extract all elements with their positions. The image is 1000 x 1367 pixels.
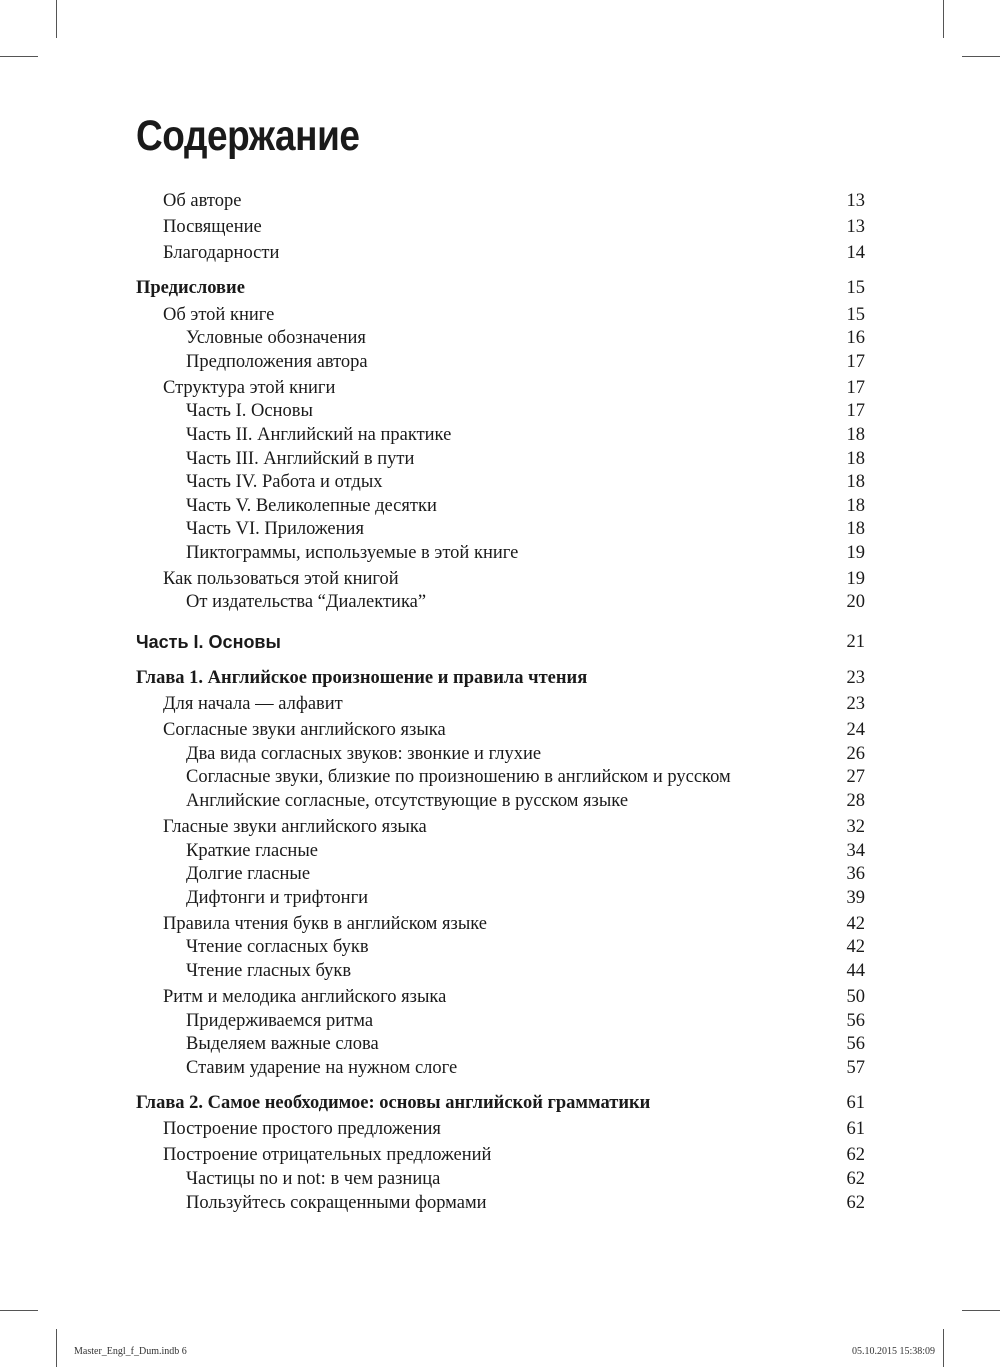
toc-entry-label: Пиктограммы, используемые в этой книге [186, 543, 519, 563]
toc-entry[interactable] [0, 1032, 865, 1056]
toc-entry-page: 56 [846, 1034, 865, 1054]
toc-entry[interactable] [0, 470, 865, 494]
toc-entry[interactable] [0, 541, 865, 565]
toc-part[interactable] [0, 630, 865, 654]
toc-entry-page: 18 [846, 519, 865, 539]
toc-entry-page: 19 [846, 569, 865, 589]
toc-entry-label: Краткие гласные [186, 841, 318, 861]
toc-entry-label: Английские согласные, отсутствующие в русском языке [186, 791, 629, 811]
toc-entry-label: Условные обозначения [186, 328, 366, 348]
toc-entry-page: 34 [846, 841, 865, 861]
toc-entry-label: Часть V. Великолепные десятки [186, 496, 437, 516]
page-title: Содержание [136, 112, 360, 160]
toc-entry[interactable] [0, 494, 865, 518]
toc-entry-label: Посвящение [163, 217, 262, 237]
toc-entry-label: Предположения автора [186, 352, 368, 372]
toc-entry-page: 24 [846, 720, 865, 740]
toc-entry-label: Благодарности [163, 243, 280, 263]
toc-entry[interactable] [0, 1056, 865, 1080]
toc-entry-page: 26 [846, 744, 865, 764]
toc-entry-label: Долгие гласные [186, 864, 311, 884]
toc-entry-page: 18 [846, 449, 865, 469]
toc-entry[interactable] [0, 517, 865, 541]
toc-entry[interactable] [0, 326, 865, 350]
toc-entry-page: 56 [846, 1011, 865, 1031]
toc-entry-page: 36 [846, 864, 865, 884]
toc-entry-label: Как пользоваться этой книгой [163, 569, 399, 589]
toc-entry-label: Часть III. Английский в пути [186, 449, 415, 469]
toc-entry[interactable] [0, 718, 865, 742]
toc-entry-label: Глава 2. Самое необходимое: основы английской грамматики [136, 1093, 651, 1113]
toc-entry[interactable] [0, 765, 865, 789]
toc-entry-page: 13 [846, 191, 865, 211]
crop-mark [943, 1329, 944, 1367]
toc-entry-page: 18 [846, 472, 865, 492]
toc-entry[interactable] [0, 241, 865, 265]
toc-entry-page: 19 [846, 543, 865, 563]
toc-entry-label: Согласные звуки, близкие по произношению в английском и русском [186, 767, 731, 787]
toc-entry[interactable] [0, 1143, 865, 1167]
toc-entry[interactable] [0, 886, 865, 910]
toc-entry-page: 16 [846, 328, 865, 348]
toc-entry-page: 27 [846, 767, 865, 787]
toc-chapter[interactable] [0, 1091, 865, 1115]
toc-entry-page: 62 [846, 1193, 865, 1213]
toc-entry-label: Выделяем важные слова [186, 1034, 379, 1054]
toc-entry-label: Пользуйтесь сокращенными формами [186, 1193, 487, 1213]
toc-entry[interactable] [0, 303, 865, 327]
toc-entry-label: Придерживаемся ритма [186, 1011, 374, 1031]
toc-entry-page: 17 [846, 401, 865, 421]
toc-entry-label: Частицы no и not: в чем разница [186, 1169, 441, 1189]
toc-entry-label: Структура этой книги [163, 378, 336, 398]
toc-entry-label: Ритм и мелодика английского языка [163, 987, 447, 1007]
toc-entry-label: Глава 1. Английское произношение и правила чтения [136, 668, 588, 688]
toc-entry[interactable] [0, 399, 865, 423]
toc-entry-page: 17 [846, 378, 865, 398]
toc-entry-page: 57 [846, 1058, 865, 1078]
toc-entry-page: 39 [846, 888, 865, 908]
toc-entry-label: Построение простого предложения [163, 1119, 441, 1139]
toc-entry-page: 21 [846, 632, 865, 652]
toc-entry-label: Правила чтения букв в английском языке [163, 914, 487, 934]
toc-entry[interactable] [0, 985, 865, 1009]
toc-entry-label: От издательства “Диалектика” [186, 592, 427, 612]
toc-entry[interactable] [0, 839, 865, 863]
toc-entry-page: 32 [846, 817, 865, 837]
toc-entry-label: Чтение гласных букв [186, 961, 352, 981]
toc-entry[interactable] [0, 789, 865, 813]
toc-entry-label: Предисловие [136, 278, 245, 298]
toc-entry-page: 28 [846, 791, 865, 811]
toc-entry[interactable] [0, 959, 865, 983]
toc-entry[interactable] [0, 1117, 865, 1141]
toc-entry-page: 20 [846, 592, 865, 612]
toc-entry-label: Два вида согласных звуков: звонкие и глухие [186, 744, 542, 764]
toc-entry-label: Для начала — алфавит [163, 694, 343, 714]
toc-entry-page: 13 [846, 217, 865, 237]
toc-entry[interactable] [0, 215, 865, 239]
toc-entry-page: 15 [846, 305, 865, 325]
toc-entry-label: Чтение согласных букв [186, 937, 369, 957]
toc-entry-page: 42 [846, 914, 865, 934]
toc-entry-page: 18 [846, 496, 865, 516]
toc-entry-page: 62 [846, 1169, 865, 1189]
toc-entry-page: 15 [846, 278, 865, 298]
toc-entry-label: Часть VI. Приложения [186, 519, 364, 539]
toc-entry[interactable] [0, 447, 865, 471]
toc-entry[interactable] [0, 376, 865, 400]
toc-entry-page: 17 [846, 352, 865, 372]
crop-mark [0, 1310, 38, 1311]
toc-entry[interactable] [0, 1191, 865, 1215]
toc-entry-page: 44 [846, 961, 865, 981]
toc-entry-label: Гласные звуки английского языка [163, 817, 427, 837]
crop-mark [56, 0, 57, 38]
toc-entry[interactable] [0, 590, 865, 614]
toc-entry-page: 14 [846, 243, 865, 263]
toc-entry-label: Об этой книге [163, 305, 275, 325]
crop-mark [962, 1310, 1000, 1311]
toc-entry-page: 42 [846, 937, 865, 957]
footer-file-info: Master_Engl_f_Dum.indb 6 [74, 1346, 187, 1357]
toc-entry[interactable] [0, 350, 865, 374]
toc-entry-page: 23 [846, 694, 865, 714]
toc-entry-page: 61 [846, 1093, 865, 1113]
toc-chapter[interactable] [0, 666, 865, 690]
crop-mark [0, 56, 38, 57]
toc-entry-page: 23 [846, 668, 865, 688]
toc-entry[interactable] [0, 1167, 865, 1191]
toc-entry-label: Часть I. Основы [186, 401, 313, 421]
crop-mark [56, 1329, 57, 1367]
toc-entry[interactable] [0, 567, 865, 591]
toc-entry-label: Часть IV. Работа и отдых [186, 472, 383, 492]
toc-entry-label: Об авторе [163, 191, 242, 211]
footer-datetime: 05.10.2015 15:38:09 [851, 1346, 935, 1357]
crop-mark [943, 0, 944, 38]
toc-entry-label: Ставим ударение на нужном слоге [186, 1058, 458, 1078]
toc-entry-label: Дифтонги и трифтонги [186, 888, 369, 908]
toc-entry[interactable] [0, 692, 865, 716]
toc-entry-label: Часть II. Английский на практике [186, 425, 452, 445]
toc-entry[interactable] [0, 912, 865, 936]
toc-section[interactable] [0, 276, 865, 300]
toc-entry-page: 62 [846, 1145, 865, 1165]
toc-entry[interactable] [0, 862, 865, 886]
toc-entry-page: 61 [846, 1119, 865, 1139]
toc-entry-page: 18 [846, 425, 865, 445]
toc-entry-page: 50 [846, 987, 865, 1007]
toc-entry[interactable] [0, 1009, 865, 1033]
toc-entry-label: Часть I. Основы [136, 632, 281, 652]
toc-entry[interactable] [0, 815, 865, 839]
toc-entry[interactable] [0, 189, 865, 213]
toc-entry[interactable] [0, 935, 865, 959]
toc-entry[interactable] [0, 742, 865, 766]
toc-entry-label: Построение отрицательных предложений [163, 1145, 492, 1165]
toc-entry[interactable] [0, 423, 865, 447]
toc-entry-label: Согласные звуки английского языка [163, 720, 446, 740]
crop-mark [962, 56, 1000, 57]
